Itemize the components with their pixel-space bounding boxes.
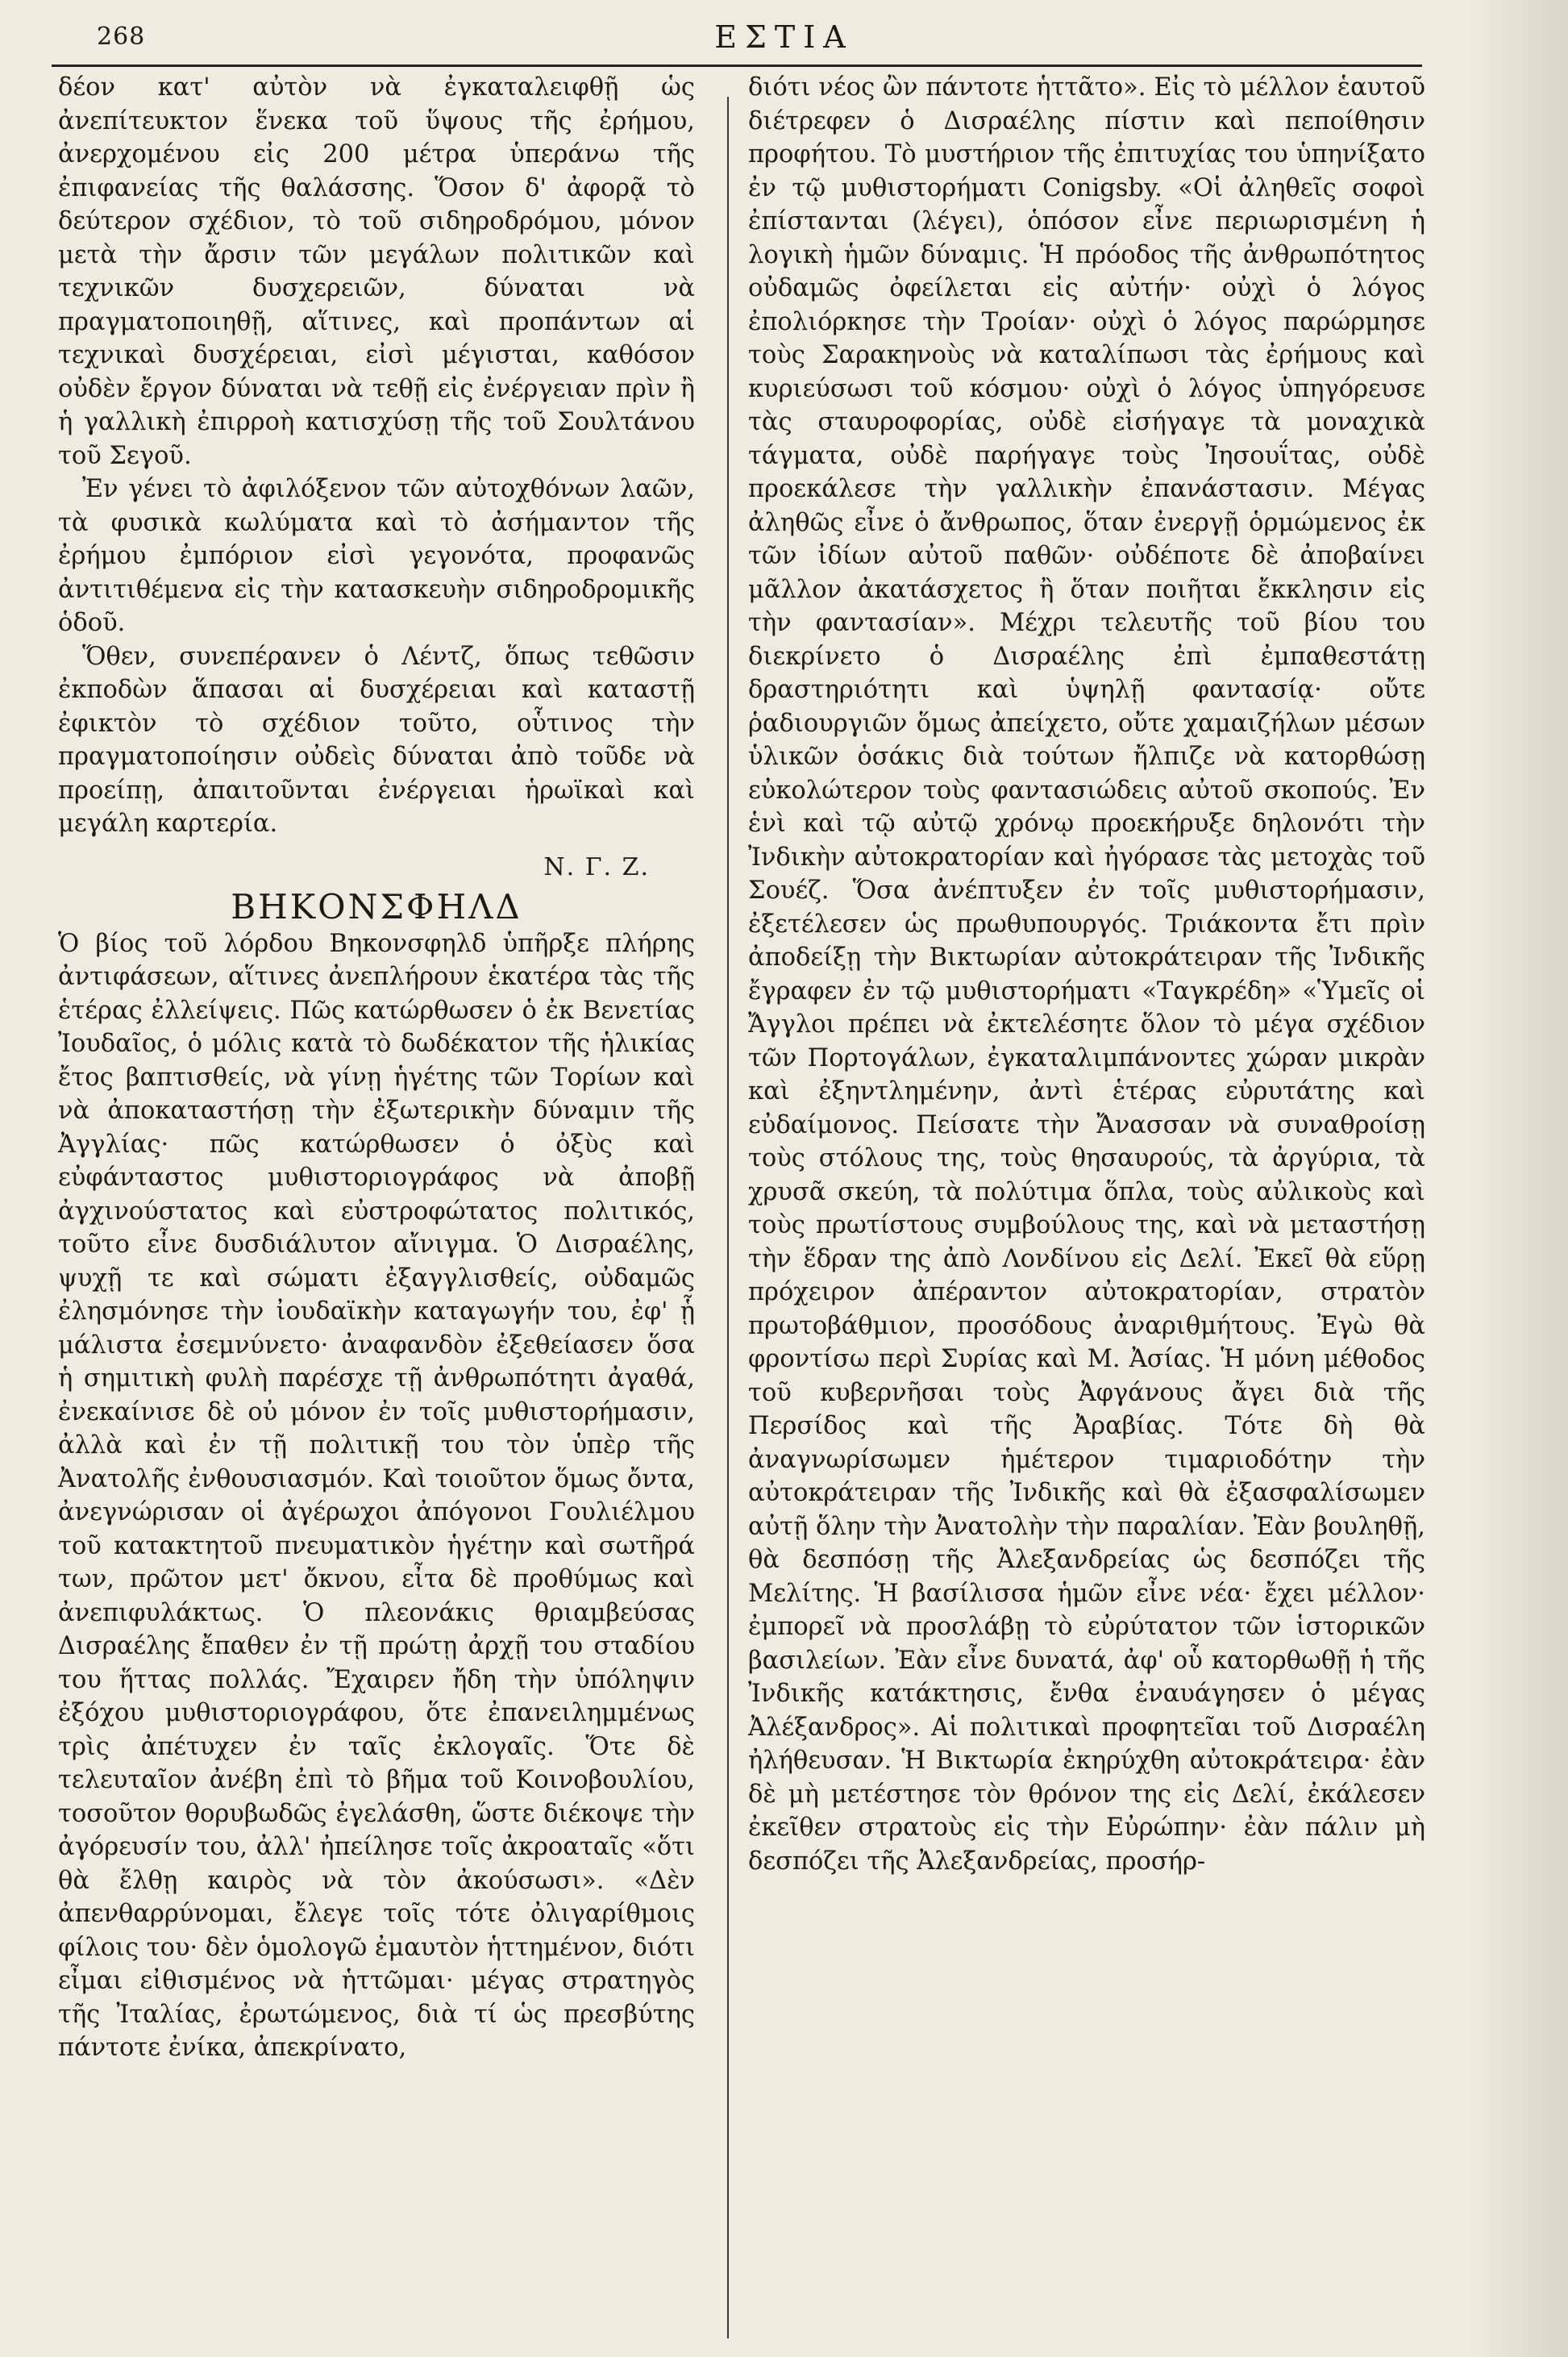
author-signature: Ν. Γ. Ζ. bbox=[543, 852, 650, 881]
page-number: 268 bbox=[97, 23, 146, 51]
paragraph: διότι νέος ὢν πάντοτε ἡττᾶτο». Εἰς τὸ μέλλον ἑαυτοῦ διέτρεφεν ὁ Δισραέλης πίστιν καὶ πεποίθησιν προφήτου. Τὸ μυστήριον τῆς ἐπιτυχίας του ὑπηνίξατο ἐν τῷ μυθιστορήματι Conigsby. «Οἱ ἀληθεῖς σοφοὶ ἐπίστανται (λέγει), ὁπόσον εἶνε περιωρισμένη ἡ λογικὴ ἡμῶν δύναμις. Ἡ πρόοδος τῆς ἀνθρωπότητος οὐδαμῶς ὀφείλεται εἰς αὐτήν· οὐχὶ ὁ λόγος ἐπολιόρκησε τὴν Τροίαν· οὐχὶ ὁ λόγος παρώρμησε τοὺς Σαρακηνοὺς νὰ καταλίπωσι τὰς ἐρήμους καὶ κυριεύσωσι τοῦ κόσμου· οὐχὶ ὁ λόγος ὑπηγόρευσε τὰς σταυροφορίας, οὐδὲ εἰσήγαγε τὰ μοναχικὰ τάγματα, οὐδὲ παρήγαγε τοὺς Ἰησουΐτας, οὐδὲ προεκάλεσε τὴν γαλλικὴν ἐπανάστασιν. Μέγας ἀληθῶς εἶνε ὁ ἄνθρωπος, ὅταν ἐνεργῇ ὁρμώμενος ἐκ τῶν ἰδίων αὐτοῦ παθῶν· οὐδέποτε δὲ ἀποβαίνει μᾶλλον ἀκατάσχετος ἢ ὅταν ποιῆται ἔκκλησιν εἰς τὴν φαντασίαν». Μέχρι τελευτῆς τοῦ βίου του διεκρίνετο ὁ Δισραέλης ἐπὶ ἐμπαθεστάτῃ δραστηριότητι καὶ ὑψηλῇ φαντασίᾳ· οὔτε ῥαδιουργιῶν ὅμως ἀπείχετο, οὔτε χαμαιζήλων μέσων ὑλικῶν ὁσάκις διὰ τούτων ἤλπιζε νὰ κατορθώσῃ εὐκολώτερον τοὺς φαντασιώδεις αὐτοῦ σκοπούς. Ἐν ἑνὶ καὶ τῷ αὐτῷ χρόνῳ προεκήρυξε δηλονότι τὴν Ἰνδικὴν αὐτοκρατορίαν καὶ ἠγόρασε τὰς μετοχὰς τοῦ Σουέζ. Ὅσα ἀνέπτυξεν ἐν τοῖς μυθιστορήμασιν, ἐξετέλεσεν ὡς πρωθυπουργός. Τριάκοντα ἔτι πρὶν ἀποδείξῃ τὴν Βικτωρίαν αὐτοκράτειραν τῆς Ἰνδικῆς ἔγραφεν ἐν τῷ μυθιστορήματι «Ταγκρέδη» «Ὑμεῖς οἱ Ἄγγλοι πρέπει νὰ ἐκτελέσητε ὅλον τὸ μέγα σχέδιον τῶν Πορτογάλων, ἐγκαταλιμπάνοντες χώραν μικρὰν καὶ ἐξηντλημένην, ἀντὶ ἑτέρας εὐρυτάτης καὶ εὐδαίμονος. Πείσατε τὴν Ἄνασσαν νὰ συναθροίσῃ τοὺς στόλους της, τοὺς θησαυρούς, τὰ ἀργύρια, τὰ χρυσᾶ σκεύη, τὰ πολύτιμα ὅπλα, τοὺς αὐλικοὺς καὶ τοὺς πρωτίστους συμβούλους της, καὶ νὰ μεταστήσῃ τὴν ἕδραν της ἀπὸ Λονδίνου εἰς Δελί. Ἐκεῖ θὰ εὕρῃ πρόχειρον ἀπέραντον αὐτοκρατορίαν, στρατὸν πρωτοβάθμιον, προσόδους ἀναριθμήτους. Ἐγὼ θὰ φροντίσω περὶ Συρίας καὶ Μ. Ἀσίας. Ἡ μόνη μέθοδος τοῦ κυβερνῆσαι τοὺς Ἀφγάνους ἄγει διὰ τῆς Περσίδος καὶ τῆς Ἀραβίας. Τότε δὴ θὰ ἀναγνωρίσωμεν ἡμέτερον τιμαριοδότην τὴν αὐτοκράτειραν τῆς Ἰνδικῆς καὶ θὰ ἐξασφαλίσωμεν αὐτῇ ὅλην τὴν Ἀνατολὴν τὴν παραλίαν. Ἐὰν βουληθῇ, θὰ δεσπόσῃ τῆς Ἀλεξανδρείας ὡς δεσπόζει τῆς Μελίτης. Ἡ βασίλισσα ἡμῶν εἶνε νέα· ἔχει μέλλον· ἐμπορεῖ νὰ προσλάβῃ τὸ εὐρύτατον τῶν ἱστορικῶν βασιλείων. Ἐὰν εἶνε δυνατά, ἀφ' οὗ κατορθωθῇ ἡ τῆς Ἰνδικῆς κατάκτησις, ἔνθα ἐναυάγησεν ὁ μέγας Ἀλέξανδρος». Αἱ πολιτικαὶ προφητεῖαι τοῦ Δισραέλη ἠλήθευσαν. Ἡ Βικτωρία ἐκηρύχθη αὐτοκράτειρα· ἐὰν δὲ μὴ μετέστησε τὸν θρόνον της εἰς Δελί, ἐκάλεσεν ἐκεῖθεν στρατοὺς εἰς τὴν Εὐρώπην· ἐὰν πάλιν μὴ δεσπόζει τῆς Ἀλεξανδρείας, προσήρ- bbox=[748, 73, 1425, 1876]
running-title: ΕΣΤΙΑ bbox=[714, 19, 854, 55]
binding-shadow bbox=[1471, 0, 1568, 2357]
header-rule bbox=[52, 65, 1422, 67]
paragraph: Ἐν γένει τὸ ἀφιλόξενον τῶν αὐτοχθόνων λαῶν, τὰ φυσικὰ κωλύματα καὶ τὸ ἀσήμαντον τῆς ἐρήμου ἐμπόριον εἰσὶ γεγονότα, προφανῶς ἀντιτιθέμενα εἰς τὴν κατασκευὴν σιδηροδρομικῆς ὁδοῦ. bbox=[58, 475, 695, 637]
paragraph: Ὅθεν, συνεπέρανεν ὁ Λέντζ, ὅπως τεθῶσιν ἐκποδὼν ἅπασαι αἱ δυσχέρειαι καὶ καταστῇ ἐφικτὸν τὸ σχέδιον τοῦτο, οὗτινος τὴν πραγματοποίησιν οὐδεὶς δύναται ἀπὸ τοῦδε νὰ προείπῃ, ἀπαιτοῦνται ἐνέργειαι ἡρωϊκαὶ καὶ μεγάλη καρτερία. bbox=[58, 642, 695, 838]
paragraph: Ὁ βίος τοῦ λόρδου Βηκονσφηλδ ὑπῆρξε πλήρης ἀντιφάσεων, αἵτινες ἀνεπλήρουν ἑκατέρα τὰς τῆς ἑτέρας ἐλλείψεις. Πῶς κατώρθωσεν ὁ ἐκ Βενετίας Ἰουδαῖος, ὁ μόλις κατὰ τὸ δωδέκατον τῆς ἡλικίας ἔτος βαπτισθείς, νὰ γίνῃ ἡγέτης τῶν Τορίων καὶ νὰ ἀποκαταστήσῃ τὴν ἐξωτερικὴν δύναμιν τῆς Ἀγγλίας· πῶς κατώρθωσεν ὁ ὀξὺς καὶ εὐφάνταστος μυθιστοριογράφος νὰ ἀποβῇ ἀγχινούστατος καὶ εὐστροφώτατος πολιτικός, τοῦτο εἶνε δυσδιάλυτον αἴνιγμα. Ὁ Δισραέλης, ψυχῇ τε καὶ σώματι ἐξαγγλισθείς, οὐδαμῶς ἐλησμόνησε τὴν ἰουδαϊκὴν καταγωγήν του, ἐφ' ᾗ μάλιστα ἐσεμνύνετο· ἀναφανδὸν ἐξεθείασεν ὅσα ἡ σημιτικὴ φυλὴ παρέσχε τῇ ἀνθρωπότητι ἀγαθά, ἐνεκαίνισε δὲ οὐ μόνον ἐν τοῖς μυθιστορήμασιν, ἀλλὰ καὶ ἐν τῇ πολιτικῇ του τὸν ὑπὲρ τῆς Ἀνατολῆς ἐνθουσιασμόν. Καὶ τοιοῦτον ὅμως ὄντα, ἀνεγνώρισαν οἱ ἀγέρωχοι ἀπόγονοι Γουλιέλμου τοῦ κατακτητοῦ πνευματικὸν ἡγέτην καὶ σωτῆρά των, πρῶτον μετ' ὄκνου, εἶτα δὲ προθύμως καὶ ἀνεπιφυλάκτως. Ὁ πλεονάκις θριαμβεύσας Δισραέλης ἔπαθεν ἐν τῇ πρώτῃ ἀρχῇ του σταδίου του ἥττας πολλάς. Ἔχαιρεν ἤδη τὴν ὑπόληψιν ἐξόχου μυθιστοριογράφου, ὅτε ἐπανειλημμένως τρὶς ἀπέτυχεν ἐν ταῖς ἐκλογαῖς. Ὅτε δὲ τελευταῖον ἀνέβη ἐπὶ τὸ βῆμα τοῦ Κοινοβουλίου, τοσοῦτον θορυβωδῶς ἐγελάσθη, ὥστε διέκοψε τὴν ἀγόρευσίν του, ἀλλ' ἠπείλησε τοῖς ἀκροαταῖς «ὅτι θὰ ἔλθῃ καιρὸς νὰ τὸν ἀκούσωσι». «Δὲν ἀπενθαρρύνομαι, ἔλεγε τοῖς τότε ὀλιγαρίθμοις φίλοις του· δὲν ὁμολογῶ ἐμαυτὸν ἡττημένον, διότι εἶμαι εἰθισμένος νὰ ἡττῶμαι· μέγας στρατηγὸς τῆς Ἰταλίας, ἐρωτώμενος, διὰ τί ὡς πρεσβύτης πάντοτε ἐνίκα, ἀπεκρίνατο, bbox=[58, 929, 695, 2062]
left-column bbox=[58, 71, 695, 2065]
paragraph: δέον κατ' αὐτὸν νὰ ἐγκαταλειφθῇ ὡς ἀνεπίτευκτον ἕνεκα τοῦ ὕψους τῆς ἐρήμου, ἀνερχομένου εἰς 200 μέτρα ὑπεράνω τῆς ἐπιφανείας τῆς θαλάσσης. Ὅσον δ' ἀφορᾷ τὸ δεύτερον σχέδιον, τὸ τοῦ σιδηροδρόμου, μόνον μετὰ τὴν ἄρσιν τῶν μεγάλων πολιτικῶν καὶ τεχνικῶν δυσχερειῶν, δύναται νὰ πραγματοποιηθῇ, αἵτινες, καὶ προπάντων αἱ τεχνικαὶ δυσχέρειαι, εἰσὶ μέγισται, καθόσον οὐδὲν ἔργον δύναται νὰ τεθῇ εἰς ἐνέργειαν πρὶν ἢ ἡ γαλλικὴ ἐπιρροὴ κατισχύσῃ τῆς τοῦ Σουλτάνου τοῦ Σεγοῦ. bbox=[58, 73, 695, 470]
column-divider bbox=[727, 97, 729, 2338]
right-column bbox=[748, 71, 1425, 1878]
page-header bbox=[0, 0, 1568, 65]
section-title: ΒΗΚΟΝΣΦΗΛΔ bbox=[231, 887, 522, 927]
